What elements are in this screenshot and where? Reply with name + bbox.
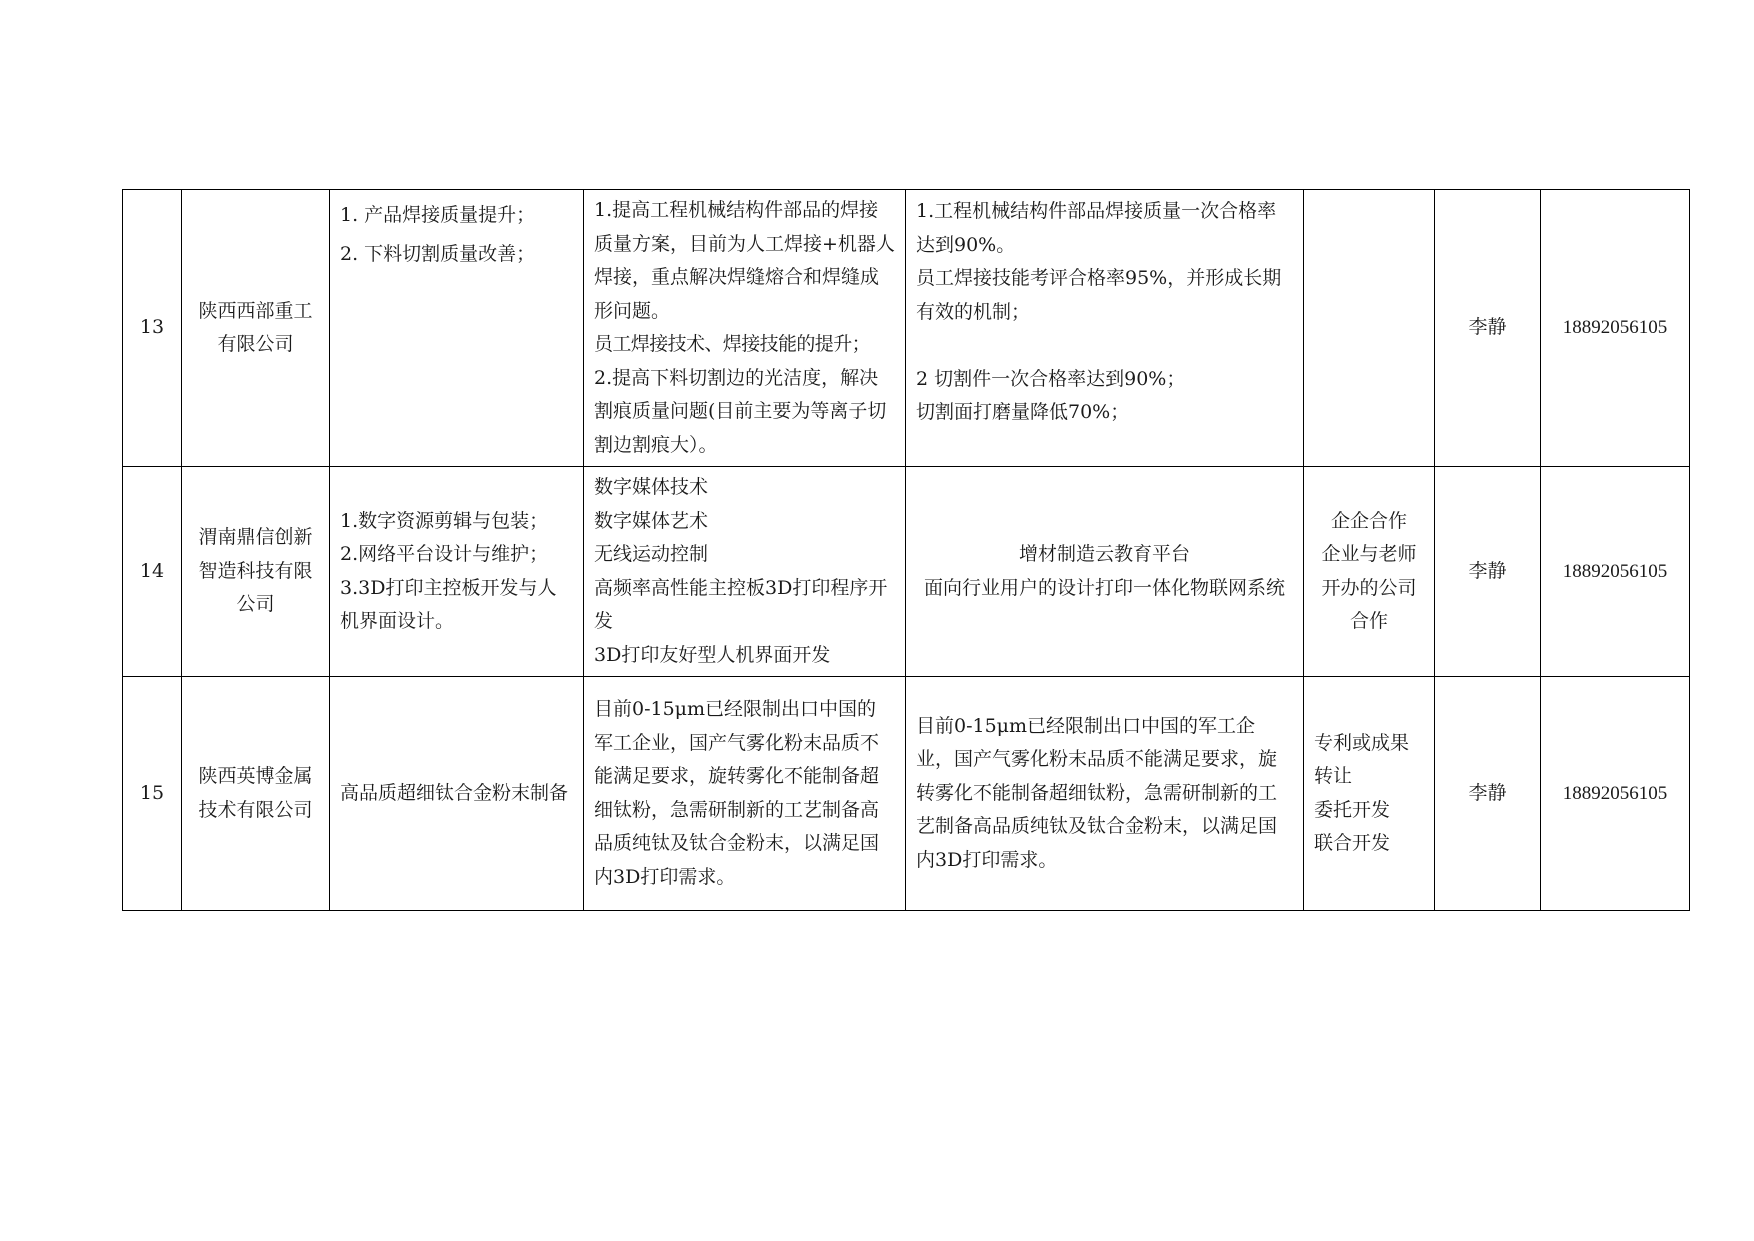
goal-item: 目前0-15μm已经限制出口中国的军工企业，国产气雾化粉末品质不能满足要求，旋转雾化不能制备超细钛粉，急需研制新的工艺制备高品质纯钛及钛合金粉末，以满足国内3D打印需求。 (916, 714, 1278, 871)
goals-cell (906, 677, 1304, 911)
row-index: 14 (123, 467, 182, 677)
goal-item: 员工焊接技能考评合格率95%，并形成长期有效的机制； (916, 267, 1282, 323)
blank-line (916, 329, 1293, 363)
cooperation-cell (1304, 467, 1435, 677)
plan-cell (584, 677, 906, 911)
plan-item: 无线运动控制 (594, 543, 709, 565)
goals-cell (906, 190, 1304, 467)
cooperation-item: 专利或成果转让 (1314, 731, 1410, 787)
contact-name: 李静 (1435, 677, 1541, 911)
cooperation-item: 企企合作 (1330, 509, 1407, 532)
tech-need-item: 3.3D打印主控板开发与人机界面设计。 (340, 576, 557, 632)
cooperation-cell (1304, 677, 1435, 911)
table-row (123, 467, 1690, 677)
tech-needs-cell (330, 190, 584, 467)
table-row (123, 677, 1690, 911)
plan-item: 高频率高性能主控板3D打印程序开发 (594, 576, 888, 632)
contact-name: 李静 (1435, 467, 1541, 677)
plan-item: 2.提高下料切割边的光洁度，解决割痕质量问题(目前主要为等离子切割边割痕大）。 (594, 366, 887, 456)
tech-need-item: 1. 产品焊接质量提升； (340, 204, 536, 226)
tech-need-item: 高品质超细钛合金粉末制备 (340, 781, 569, 804)
plan-item: 1.提高工程机械结构件部品的焊接质量方案，目前为人工焊接+机器人焊接，重点解决焊缝熔合和焊缝成形问题。 (594, 199, 895, 322)
goals-cell (906, 467, 1304, 677)
plan-item: 数字媒体艺术 (594, 509, 709, 532)
plan-item: 3D打印友好型人机界面开发 (594, 643, 831, 666)
cooperation-item: 委托开发 (1314, 798, 1391, 821)
tech-needs-cell (330, 467, 584, 677)
goal-item: 2 切割件一次合格率达到90%； (916, 367, 1186, 390)
contact-phone: 18892056105 (1541, 467, 1690, 677)
goal-item: 面向行业用户的设计打印一体化物联网系统 (923, 576, 1285, 599)
table-row (123, 190, 1690, 467)
company-name: 陕西西部重工有限公司 (182, 190, 330, 467)
requirements-table (122, 189, 1690, 911)
company-name: 渭南鼎信创新智造科技有限公司 (182, 467, 330, 677)
plan-cell (584, 467, 906, 677)
contact-phone: 18892056105 (1541, 190, 1690, 467)
goal-item: 1.工程机械结构件部品焊接质量一次合格率达到90%。 (916, 200, 1277, 256)
tech-need-item: 2. 下料切割质量改善； (340, 243, 536, 265)
tech-need-item: 2.网络平台设计与维护； (340, 543, 549, 565)
goal-item: 切割面打磨量降低70%； (916, 401, 1130, 423)
tech-needs-cell (330, 677, 584, 911)
company-name: 陕西英博金属技术有限公司 (182, 677, 330, 911)
cooperation-item: 企业与老师开办的公司合作 (1321, 543, 1417, 632)
tech-need-item: 1.数字资源剪辑与包装； (340, 509, 549, 532)
plan-item: 数字媒体技术 (594, 476, 709, 498)
contact-name: 李静 (1435, 190, 1541, 467)
plan-cell (584, 190, 906, 467)
cooperation-cell (1304, 190, 1435, 467)
row-index: 13 (123, 190, 182, 467)
plan-item: 目前0-15μm已经限制出口中国的军工企业，国产气雾化粉末品质不能满足要求，旋转雾化不能制备超细钛粉，急需研制新的工艺制备高品质纯钛及钛合金粉末，以满足国内3D打印需求。 (594, 698, 880, 888)
plan-item: 员工焊接技术、焊接技能的提升； (594, 333, 871, 355)
contact-phone: 18892056105 (1541, 677, 1690, 911)
goal-item: 增材制造云教育平台 (1018, 543, 1190, 565)
cooperation-item: 联合开发 (1314, 832, 1391, 854)
row-index: 15 (123, 677, 182, 911)
